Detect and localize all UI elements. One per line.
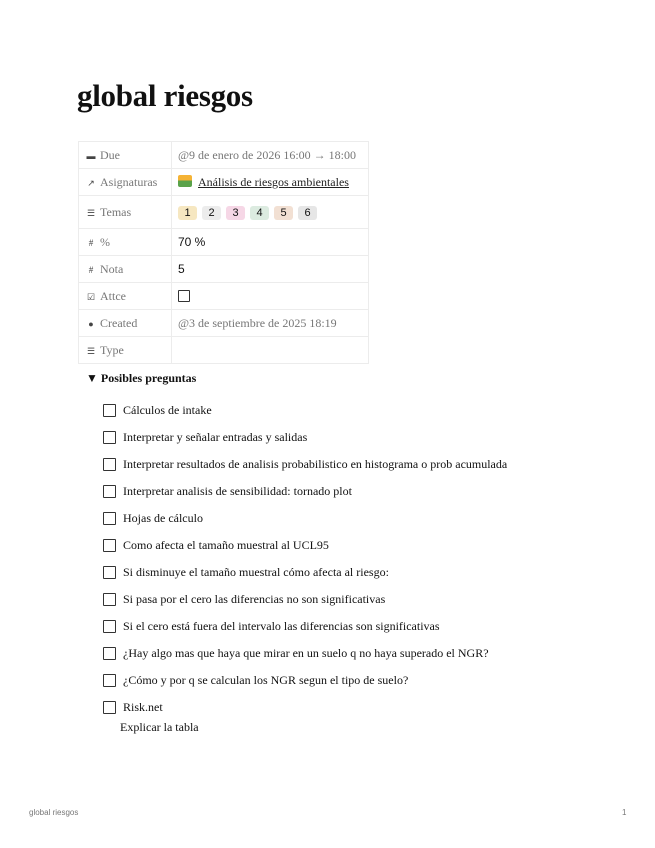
todo-item [103,532,507,559]
todo-checkbox[interactable] [103,539,116,552]
todo-checkbox[interactable] [103,674,116,687]
todo-text: Risk.net [123,700,163,714]
todo-text: Interpretar y señalar entradas y salidas [123,430,308,444]
tag-pill[interactable]: 4 [250,206,269,220]
todo-text: ¿Cómo y por q se calculan los NGR segun el tipo de suelo? [123,673,409,687]
todo-item [103,451,507,478]
toggle-label: Posibles preguntas [100,371,197,385]
todo-text: Si pasa por el cero las diferencias no son significativas [123,592,386,606]
todo-checkbox[interactable] [103,404,116,417]
tag-pill[interactable]: 5 [274,206,293,220]
tag-pill[interactable]: 1 [178,206,197,220]
todo-text: Si disminuye el tamaño muestral cómo afecta al riesgo: [123,565,389,579]
toggle-arrow-icon[interactable]: ▼ [86,371,98,385]
nota-value[interactable]: 5 [172,256,369,283]
tag-pill[interactable]: 2 [202,206,221,220]
property-row-type[interactable] [79,337,369,364]
todo-item [103,694,507,721]
percent-value[interactable]: 70 % [172,229,369,256]
property-row-nota[interactable] [79,256,369,283]
list-icon: ☰ [86,207,96,218]
property-label: Temas [100,204,132,219]
todo-item [103,397,507,424]
asignaturas-link[interactable]: Análisis de riesgos ambientales [198,174,349,189]
property-label: Type [100,342,124,357]
due-value[interactable]: @9 de enero de 2026 16:00 → 18:00 [172,142,369,169]
todo-text: Cálculos de intake [123,403,212,417]
property-label: % [100,234,110,249]
property-label: Created [100,315,138,330]
property-label: Asignaturas [100,174,158,189]
tag-pill[interactable]: 6 [298,206,317,220]
type-value[interactable] [172,337,369,364]
todo-item [103,667,507,694]
todo-text: Interpretar analisis de sensibilidad: tornado plot [123,484,352,498]
todo-checkbox[interactable] [103,512,116,525]
relation-arrow-icon: ↗ [87,177,95,188]
todo-list [103,397,507,721]
todo-item [103,505,507,532]
todo-checkbox[interactable] [103,620,116,633]
todo-checkbox[interactable] [103,701,116,714]
page-title: global riesgos [77,78,253,113]
property-row-temas[interactable] [79,196,369,229]
todo-item [103,613,507,640]
created-value: @3 de septiembre de 2025 18:19 [172,310,369,337]
todo-text: Si el cero está fuera del intervalo las diferencias son significativas [123,619,440,633]
number-icon: # [88,264,94,275]
todo-checkbox[interactable] [103,647,116,660]
page-number: 1 [622,808,627,817]
todo-checkbox[interactable] [103,485,116,498]
todo-item [103,640,507,667]
property-row-due[interactable] [79,142,369,169]
property-label: Due [100,147,120,162]
todo-item [103,478,507,505]
temas-value[interactable] [172,196,369,229]
todo-text: Hojas de cálculo [123,511,203,525]
todo-text: Como afecta el tamaño muestral al UCL95 [123,538,329,552]
todo-item [103,586,507,613]
property-row-attce[interactable] [79,283,369,310]
tag-pill[interactable]: 3 [226,206,245,220]
checkbox-icon: ☑ [86,291,96,302]
properties-table [78,141,369,364]
attce-checkbox[interactable] [178,290,190,302]
number-icon: # [88,237,94,248]
property-label: Nota [100,261,124,276]
todo-checkbox[interactable] [103,458,116,471]
property-row-asignaturas[interactable] [79,169,369,196]
property-row-created [79,310,369,337]
todo-checkbox[interactable] [103,431,116,444]
todo-checkbox[interactable] [103,593,116,606]
clock-icon: ● [88,318,94,329]
page-emoji-icon [178,175,192,187]
property-label: Attce [100,288,126,303]
todo-text: ¿Hay algo mas que haya que mirar en un suelo q no haya superado el NGR? [123,646,489,660]
toggle-block[interactable] [86,371,196,386]
property-row-percent[interactable] [79,229,369,256]
todo-item [103,424,507,451]
todo-checkbox[interactable] [103,566,116,579]
list-icon: ☰ [86,345,96,356]
text-block: Explicar la tabla [120,720,199,734]
todo-text: Interpretar resultados de analisis probabilistico en histograma o prob acumulada [123,457,508,471]
calendar-icon: ▬ [86,150,96,161]
footer-title: global riesgos [29,808,79,817]
todo-item [103,559,507,586]
